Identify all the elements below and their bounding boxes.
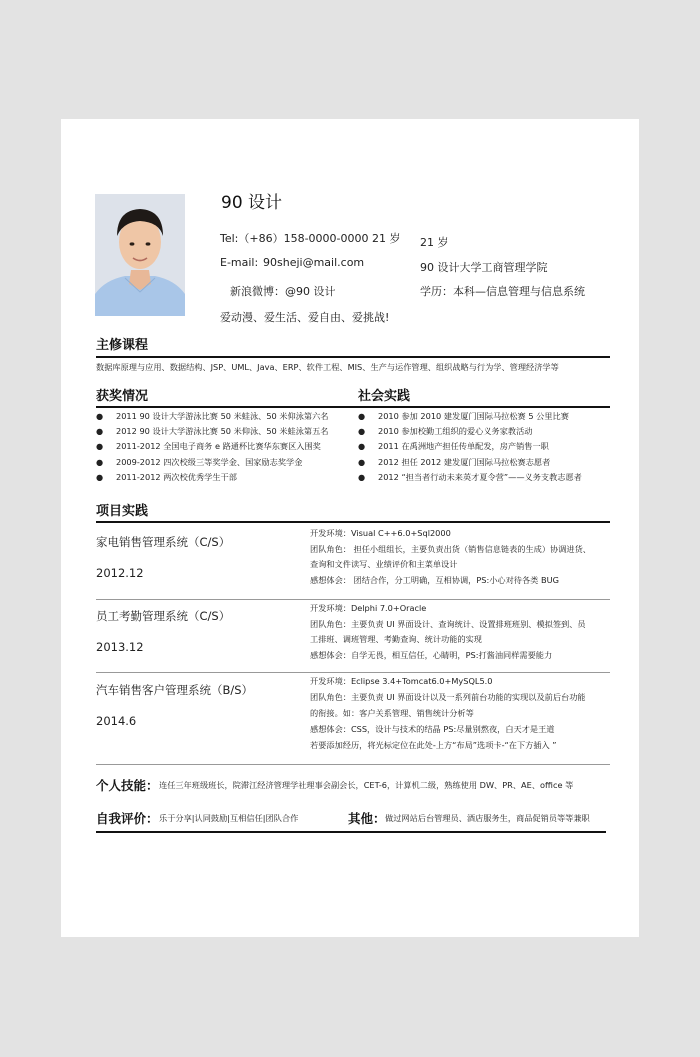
bullet-icon: ●	[358, 441, 366, 451]
list-item: 2009-2012 四次校级三等奖学金、国家励志奖学金	[116, 457, 303, 467]
divider	[96, 764, 610, 765]
divider	[96, 406, 610, 408]
bullet-icon: ●	[96, 411, 104, 421]
profile-photo	[95, 194, 185, 316]
other-label: 其他：	[348, 811, 386, 826]
project-line: 开发环境：Visual C++6.0+Sql2000	[310, 528, 451, 538]
list-item: 2011-2012 两次校优秀学生干部	[116, 472, 237, 482]
list-item: 2011 在禹洲地产担任传单配发，房产销售一职	[378, 441, 549, 451]
age: 21 岁	[420, 236, 449, 249]
bullet-icon: ●	[96, 441, 104, 451]
project-name: 汽车销售客户管理系统（B/S）	[96, 683, 254, 697]
courses-text: 数据库原理与应用、数据结构、JSP、UML、Java、ERP、软件工程、MIS、生产与运作管理、组织战略与行为学、管理经济学等	[96, 362, 559, 372]
project-date: 2014.6	[96, 714, 137, 728]
project-date: 2012.12	[96, 566, 144, 580]
project-name: 员工考勤管理系统（C/S）	[96, 609, 231, 623]
bullet-icon: ●	[358, 472, 366, 482]
self-text: 乐于分享|认同鼓励|互相信任|团队合作	[159, 813, 299, 823]
divider	[96, 831, 606, 833]
motto: 爱动漫、爱生活、爱自由、爱挑战!	[220, 311, 390, 324]
skills-text: 连任三年班级班长，院滞江经济管理学社理事会副会长，CET-6，计算机二级，熟练使用 DW、PR、AE、office 等	[159, 780, 574, 790]
project-line: 开发环境：Delphi 7.0+Oracle	[310, 603, 427, 613]
project-line: 工排班、调班管理、考勤查询、统计功能的实现	[310, 634, 482, 644]
bullet-icon: ●	[96, 426, 104, 436]
divider	[96, 599, 610, 600]
list-item: 2012 90 设计大学游泳比赛 50 米仰泳、50 米蛙泳第五名	[116, 426, 329, 436]
list-item: 2010 参加校勤工组织的爱心义务家教活动	[378, 426, 533, 436]
list-item: 2012 “担当者行动未来英才夏令营”——义务支教志愿者	[378, 472, 582, 482]
practice-title: 社会实践	[358, 389, 411, 404]
project-line: 感想体会： 团结合作，分工明确，互相协调，PS:小心对待各类 BUG	[310, 575, 559, 585]
list-item: 2011 90 设计大学游泳比赛 50 米蛙泳、50 米仰泳第六名	[116, 411, 329, 421]
list-item: 2011-2012 全国电子商务 e 路通杯比赛华东赛区入围奖	[116, 441, 321, 451]
bullet-icon: ●	[358, 426, 366, 436]
project-line: 的衔接。如：客户关系管理、销售统计分析等	[310, 708, 474, 718]
projects-title: 项目实践	[96, 504, 149, 519]
tel-age: Tel:（+86）158-0000-0000 21 岁	[220, 232, 401, 245]
project-line: 若要添加经历，将光标定位在此处-上方“布局”选项卡-“在下方插入 ”	[310, 740, 557, 750]
project-line: 感想体会：自学无畏，相互信任，心睛明，PS:打酱油同样需要能力	[310, 650, 553, 660]
project-line: 团队角色：主要负责 UI 界面设计以及一系列前台功能的实现以及前后台功能	[310, 692, 586, 702]
project-line: 感想体会：CSS，设计与技术的结晶 PS:尽量别熬夜，白天才是王道	[310, 724, 555, 734]
email-label: E-mail:	[220, 256, 259, 269]
divider	[96, 356, 610, 358]
project-line: 团队角色： 担任小组组长，主要负责出货（销售信息链表的生成）协调进货、	[310, 544, 591, 554]
bullet-icon: ●	[358, 411, 366, 421]
candidate-name: 90 设计	[221, 193, 283, 213]
project-date: 2013.12	[96, 640, 144, 654]
school: 90 设计大学工商管理学院	[420, 261, 548, 274]
weibo: 新浪微博：@90 设计	[230, 285, 336, 298]
other-text: 做过网站后台管理员、酒店服务生，商品促销员等等兼职	[385, 813, 590, 823]
self-label: 自我评价：	[96, 811, 159, 826]
project-name: 家电销售管理系统（C/S）	[96, 535, 231, 549]
resume-page	[61, 119, 639, 937]
divider	[96, 672, 610, 673]
bullet-icon: ●	[96, 472, 104, 482]
skills-label: 个人技能：	[96, 778, 159, 793]
list-item: 2010 参加 2010 建发厦门国际马拉松赛 5 公里比赛	[378, 411, 569, 421]
project-line: 团队角色：主要负责 UI 界面设计、查询统计、设置排班班别、模拟签到、员	[310, 619, 586, 629]
email-link[interactable]: 90sheji@mail.com	[263, 256, 365, 269]
project-line: 查询和文件读写、业绩评价和主菜单设计	[310, 559, 458, 569]
bullet-icon: ●	[96, 457, 104, 467]
bullet-icon: ●	[358, 457, 366, 467]
project-line: 开发环境：Eclipse 3.4+Tomcat6.0+MySQL5.0	[310, 676, 493, 686]
person-portrait-icon	[95, 194, 185, 316]
courses-title: 主修课程	[96, 338, 149, 353]
awards-title: 获奖情况	[96, 389, 149, 404]
list-item: 2012 担任 2012 建发厦门国际马拉松赛志愿者	[378, 457, 551, 467]
divider	[96, 521, 610, 523]
degree: 学历：本科—信息管理与信息系统	[420, 285, 585, 298]
